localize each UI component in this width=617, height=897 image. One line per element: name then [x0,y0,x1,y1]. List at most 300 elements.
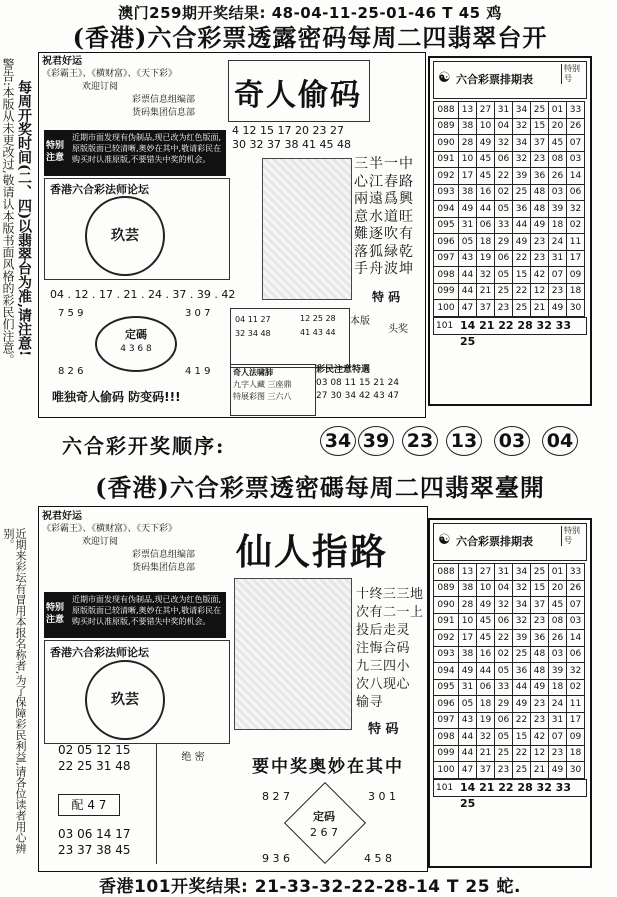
lottery-cell: 06 [495,613,513,630]
lottery-cell: 49 [459,663,477,680]
lottery-cell: 12 [531,745,549,762]
draw-ball: 23 [402,426,438,456]
lottery-cell: 33 [567,102,585,119]
lottery-cell: 38 [459,184,477,201]
lottery-cell: 36 [531,168,549,185]
lottery-cell: 47 [459,300,477,317]
fixed-corner-tr: 3 0 7 [185,308,211,319]
lottery-row [434,300,585,317]
lottery-row [434,217,585,234]
lottery-cell: 36 [513,663,531,680]
lottery-table-top [428,56,592,406]
lottery-cell: 17 [567,712,585,729]
lottery-cell: 39 [549,201,567,218]
lottery-cell: 31 [495,564,513,581]
lottery-cell: 39 [513,630,531,647]
lottery-cell: 44 [477,663,495,680]
fixed-center: 4 3 6 8 [120,344,152,354]
lottery-last-nums: 14 21 22 28 32 33 25 [460,780,571,810]
top-small-mid [300,312,336,340]
lottery-row [434,762,585,779]
lottery-cell: 21 [477,745,495,762]
num-row: 03 06 14 17 [58,827,131,841]
lottery-row-number: 094 [434,201,459,218]
lottery-cell: 16 [477,184,495,201]
lottery-cell: 25 [513,646,531,663]
lottery-row-number: 097 [434,250,459,267]
top-footer-text: 唯独奇人偷码 防变码!!! [52,390,181,404]
lottery-cell: 14 [567,168,585,185]
forum-title-top: 香港六合彩法师论坛 [50,183,149,196]
lottery-cell: 44 [459,283,477,300]
lottery-cell: 25 [531,564,549,581]
lottery-cell: 23 [495,300,513,317]
lottery-cell: 49 [477,597,495,614]
lottery-cell: 01 [549,564,567,581]
lottery-cell: 43 [459,712,477,729]
lottery-cell: 48 [531,201,549,218]
lottery-row-number: 100 [434,300,459,317]
lottery-row [434,580,585,597]
lottery-cell: 34 [513,102,531,119]
lottery-cell: 05 [459,234,477,251]
lottery-cell: 45 [549,135,567,152]
macau-result-banner: 澳门259期开奖结果: 48-04-11-25-01-46 T 45 鸡 [118,4,502,22]
lottery-table-header [433,523,587,561]
poem-line: 输寻 [356,695,384,710]
special-title: 彩民注意特選 [316,365,371,375]
lottery-row-number: 091 [434,151,459,168]
draw-ball: 04 [542,426,578,456]
lottery-row [434,745,585,762]
lottery-cell: 25 [513,184,531,201]
poem-line: 注悔合码 [356,641,411,656]
lottery-row-number: 088 [434,102,459,119]
lottery-row [434,729,585,746]
lottery-row [434,597,585,614]
num-row: 23 37 38 45 [58,843,131,857]
lottery-row-number: 099 [434,745,459,762]
left-warning-strip: 警告:本版从未更改过,敬请认本版书面风格的彩民们注意。 [1,58,15,366]
lottery-cell: 23 [531,234,549,251]
mid-title: (香港)六合彩票透密碼每周二四翡翠臺開 [95,473,545,502]
lottery-cell: 05 [459,696,477,713]
lottery-row [434,646,585,663]
lottery-cell: 06 [567,184,585,201]
lottery-table-grid [433,101,585,317]
lottery-cell: 16 [477,646,495,663]
lottery-row-number: 090 [434,135,459,152]
draw-ball: 13 [446,426,482,456]
bottom-arc-text: 要中奖奥妙在其中 [252,757,404,777]
lottery-cell: 45 [549,597,567,614]
lottery-table-grid [433,563,585,779]
top-title-frame [228,60,370,122]
lottery-cell: 06 [495,151,513,168]
lottery-cell: 25 [495,283,513,300]
fortune-line: 特展彩图 三六八 [233,392,292,401]
lottery-cell: 49 [459,201,477,218]
lottery-cell: 29 [495,696,513,713]
lottery-cell: 31 [549,250,567,267]
lottery-cell: 32 [477,729,495,746]
fortune-line: 九字人藏 三座鼎 [233,380,292,389]
lottery-cell: 36 [513,201,531,218]
lottery-row [434,201,585,218]
lottery-cell: 18 [567,283,585,300]
lottery-cell: 38 [459,118,477,135]
lottery-cell: 22 [513,745,531,762]
draw-order-balls [320,426,600,456]
lottery-cell: 23 [549,745,567,762]
forum-frame-bottom [44,640,230,744]
lottery-cell: 18 [477,696,495,713]
lottery-cell: 42 [531,267,549,284]
lottery-cell: 14 [567,630,585,647]
lottery-table-tag: 特别号 [561,64,584,84]
lottery-cell: 07 [549,729,567,746]
lottery-cell: 32 [477,267,495,284]
lottery-row [434,250,585,267]
lottery-cell: 45 [477,151,495,168]
lottery-cell: 22 [495,630,513,647]
poem-line: 十终三三地 [356,587,424,602]
lottery-table-tag: 特别号 [561,526,584,546]
lottery-cell: 23 [495,762,513,779]
lottery-cell: 03 [567,151,585,168]
lottery-cell: 07 [567,597,585,614]
fixed-corner-bl: 8 2 6 [58,366,84,377]
top-special-select [316,364,424,403]
lottery-cell: 23 [531,151,549,168]
lottery-cell: 17 [567,250,585,267]
lottery-cell: 25 [513,300,531,317]
poem-line: 難逐吹有 [354,226,414,242]
bottom-diamond-corner-br: 4 5 8 [364,852,392,865]
lottery-cell: 06 [495,250,513,267]
notice-box-top [44,130,226,176]
lottery-cell: 32 [567,663,585,680]
lottery-cell: 38 [459,580,477,597]
lottery-row [434,168,585,185]
poem-line: 手舟波坤 [354,261,414,277]
bottom-special-label: 特 码 [368,722,399,737]
greeting-block-bottom [42,510,222,590]
bottom-illustration [234,578,352,730]
greeting-block-top [42,55,222,135]
lottery-cell: 10 [459,613,477,630]
lottery-cell: 44 [459,745,477,762]
lottery-cell: 17 [459,630,477,647]
lottery-cell: 06 [567,646,585,663]
lottery-cell: 30 [567,300,585,317]
lottery-cell: 28 [459,135,477,152]
lottery-icon: ☯ [438,532,451,548]
lottery-cell: 39 [513,168,531,185]
lottery-row [434,679,585,696]
notice-badge: 特别注意 [46,603,65,625]
lottery-cell: 37 [477,762,495,779]
fixed-corner-br: 4 1 9 [185,366,211,377]
lottery-row [434,712,585,729]
bottom-numbers-2 [58,826,131,858]
lottery-cell: 28 [459,597,477,614]
greeting-line: 祝君好运 [42,511,82,522]
lottery-cell: 22 [513,712,531,729]
seal-text: 玖芸 [111,228,139,244]
lottery-cell: 04 [495,118,513,135]
lottery-cell: 32 [495,135,513,152]
greeting-line: 彩票信息组编部 [132,95,196,105]
lottery-table-title: 六合彩票排期表 [456,535,533,548]
bottom-fixed-center: 2 6 7 [310,826,338,839]
lottery-row-number: 100 [434,762,459,779]
poem-line: 三半一中 [354,156,414,172]
lottery-cell: 20 [549,580,567,597]
bottom-diamond-corner-tr: 3 0 1 [368,790,396,803]
lottery-row [434,184,585,201]
lottery-cell: 25 [495,745,513,762]
poem-line: 九三四小 [356,659,411,674]
top-lower-numbers: 04 . 12 . 17 . 21 . 24 . 37 . 39 . 42 [50,288,236,301]
lottery-cell: 08 [549,151,567,168]
lottery-cell: 37 [531,135,549,152]
lottery-cell: 22 [513,283,531,300]
lottery-row-number: 094 [434,663,459,680]
lottery-cell: 24 [549,234,567,251]
small-grid-row: 12 25 28 [300,314,336,323]
lottery-cell: 05 [495,201,513,218]
lottery-cell: 49 [477,135,495,152]
lottery-cell: 38 [459,646,477,663]
lottery-row-number: 089 [434,580,459,597]
lottery-cell: 45 [477,168,495,185]
lottery-table-title: 六合彩票排期表 [456,73,533,86]
lottery-cell: 26 [549,168,567,185]
lottery-row [434,118,585,135]
top-main-title: 奇人偷码 [234,78,362,113]
bottom-diamond-corner-bl: 9 3 6 [262,852,290,865]
lottery-cell: 19 [477,250,495,267]
lottery-cell: 32 [513,118,531,135]
lottery-cell: 18 [549,217,567,234]
fixed-circle-top [95,316,177,372]
lottery-cell: 21 [477,283,495,300]
lottery-cell: 33 [567,564,585,581]
notice-text: 近期市面发现有伪制品,现已改为红色版面,原版版面已较清晰,奥妙在其中,敬请彩民在购买时认准原版,不要错失中奖的机会。 [72,133,222,164]
lottery-row-number: 091 [434,613,459,630]
lottery-cell: 49 [531,217,549,234]
top-fortune-box [230,364,316,416]
lottery-cell: 18 [549,679,567,696]
bottom-secret-box [156,744,229,864]
lottery-cell: 32 [513,580,531,597]
lottery-cell: 29 [495,234,513,251]
lottery-cell: 17 [459,168,477,185]
num-row: 22 25 31 48 [58,759,131,773]
lottery-cell: 03 [549,184,567,201]
lottery-cell: 05 [495,729,513,746]
top-illustration [262,158,352,300]
lottery-row [434,630,585,647]
lottery-cell: 33 [495,217,513,234]
lottery-row-number: 093 [434,646,459,663]
lottery-cell: 34 [513,135,531,152]
lottery-cell: 02 [495,184,513,201]
lottery-row-number: 096 [434,234,459,251]
fixed-corner-tl: 7 5 9 [58,308,84,319]
lottery-row [434,135,585,152]
lottery-row [434,613,585,630]
lottery-cell: 48 [531,663,549,680]
lottery-cell: 31 [459,679,477,696]
poem-line: 心江春路 [354,173,414,190]
greeting-line: 《彩霸王》、《横财富》、《天下彩》 [42,524,178,534]
lottery-cell: 37 [531,597,549,614]
lottery-row-number: 092 [434,168,459,185]
bottom-fixed-label: 定码 [313,810,335,823]
lottery-cell: 27 [477,564,495,581]
lottery-cell: 06 [477,679,495,696]
lottery-cell: 21 [531,762,549,779]
lottery-cell: 04 [495,580,513,597]
fixed-label: 定碼 [125,328,147,341]
lottery-cell: 18 [477,234,495,251]
lottery-row-number: 098 [434,729,459,746]
notice-box-bottom [44,592,226,638]
left-caution-strip: 近期来彩坛有冒用本报名称者,为了保障彩民利益,请各位读者用心辨别。 [2,528,27,854]
lottery-cell: 34 [513,597,531,614]
lottery-cell: 02 [495,646,513,663]
lottery-cell: 20 [549,118,567,135]
special-row: 27 30 34 42 43 47 [316,391,400,401]
lottery-cell: 22 [495,168,513,185]
lottery-cell: 49 [531,679,549,696]
lottery-cell: 07 [549,267,567,284]
poem-line: 次八现心 [356,677,411,692]
lottery-row [434,696,585,713]
lottery-cell: 05 [495,267,513,284]
lottery-cell: 11 [567,234,585,251]
lottery-cell: 23 [549,283,567,300]
lottery-cell: 49 [549,300,567,317]
lottery-cell: 13 [459,564,477,581]
small-grid-row: 04 11 27 [235,315,271,324]
lottery-cell: 15 [513,729,531,746]
lottery-cell: 10 [459,151,477,168]
lottery-cell: 30 [567,762,585,779]
draw-order-label: 六合彩开奖顺序: [62,434,226,458]
lottery-cell: 31 [549,712,567,729]
lottery-cell: 03 [549,646,567,663]
lottery-cell: 34 [513,564,531,581]
lottery-cell: 32 [495,597,513,614]
lottery-cell: 27 [477,102,495,119]
lottery-cell: 26 [549,630,567,647]
lottery-row-number: 098 [434,267,459,284]
lottery-row [434,151,585,168]
lottery-icon: ☯ [438,70,451,86]
lottery-cell: 12 [531,283,549,300]
lottery-cell: 08 [549,613,567,630]
lottery-row-number: 090 [434,597,459,614]
secret-label: 绝 密 [181,752,205,763]
lottery-cell: 36 [531,630,549,647]
lottery-cell: 24 [549,696,567,713]
seal-text: 玖芸 [111,692,139,708]
poem-line: 落狐緑乾 [354,243,414,260]
poem-line: 兩遠爲興 [354,191,414,207]
lottery-last-no: 101 [436,782,454,793]
lottery-cell: 22 [513,250,531,267]
lottery-cell: 23 [531,696,549,713]
fortune-title: 奇人法啸肺 [233,368,273,377]
top-special-label: 特 码 [372,290,401,304]
top-poem [354,156,424,279]
lottery-row-number: 092 [434,630,459,647]
lottery-cell: 02 [567,679,585,696]
lottery-cell: 44 [513,217,531,234]
lottery-row-number: 099 [434,283,459,300]
vertical-notice: 每周开奖时间(二、四)以翡翠台为准,请注意! [16,80,32,357]
lottery-last-no: 101 [436,320,454,331]
lottery-cell: 32 [567,201,585,218]
draw-ball: 03 [494,426,530,456]
lottery-row-number: 088 [434,564,459,581]
lottery-cell: 21 [531,300,549,317]
forum-frame-top [44,178,230,280]
lottery-cell: 48 [531,184,549,201]
lottery-cell: 25 [531,102,549,119]
lottery-last-nums: 14 21 22 28 32 33 25 [460,318,571,348]
lottery-cell: 06 [495,712,513,729]
lottery-cell: 03 [567,613,585,630]
greeting-line: 货码集团信息部 [132,108,196,118]
hk-result-banner: 香港101开奖结果: 21-33-32-22-28-14 T 25 蛇. [99,877,521,897]
top-number-row-1: 4 12 15 17 20 23 27 [232,124,344,137]
lottery-cell: 01 [549,102,567,119]
num-row: 02 05 12 15 [58,743,131,757]
draw-ball: 39 [358,426,394,456]
lottery-cell: 49 [513,696,531,713]
lottery-cell: 15 [513,267,531,284]
lottery-row [434,102,585,119]
lottery-cell: 47 [459,762,477,779]
lottery-row [434,283,585,300]
forum-title-bottom: 香港六合彩法师论坛 [50,646,149,659]
greeting-line: 《彩霸王》、《横财富》、《天下彩》 [42,69,178,79]
lottery-cell: 31 [495,102,513,119]
lottery-last-row [433,779,587,810]
lottery-table-header [433,61,587,99]
lottery-row-number: 095 [434,679,459,696]
lottery-row [434,564,585,581]
bottom-main-title: 仙人指路 [236,531,389,573]
bottom-poem [356,586,426,712]
bottom-fixed-boxed: 配 4 7 [58,794,120,816]
lottery-cell: 32 [513,151,531,168]
lottery-cell: 44 [513,679,531,696]
lottery-row-number: 097 [434,712,459,729]
small-grid-row: 32 34 48 [235,329,271,338]
lottery-cell: 25 [513,762,531,779]
special-row: 03 08 11 15 21 24 [316,378,400,388]
lottery-last-row [433,317,587,348]
lottery-cell: 23 [531,613,549,630]
poem-line: 意水道旺 [354,208,414,225]
lottery-cell: 10 [477,580,495,597]
top-box-label-2: 头奖 [388,324,408,335]
